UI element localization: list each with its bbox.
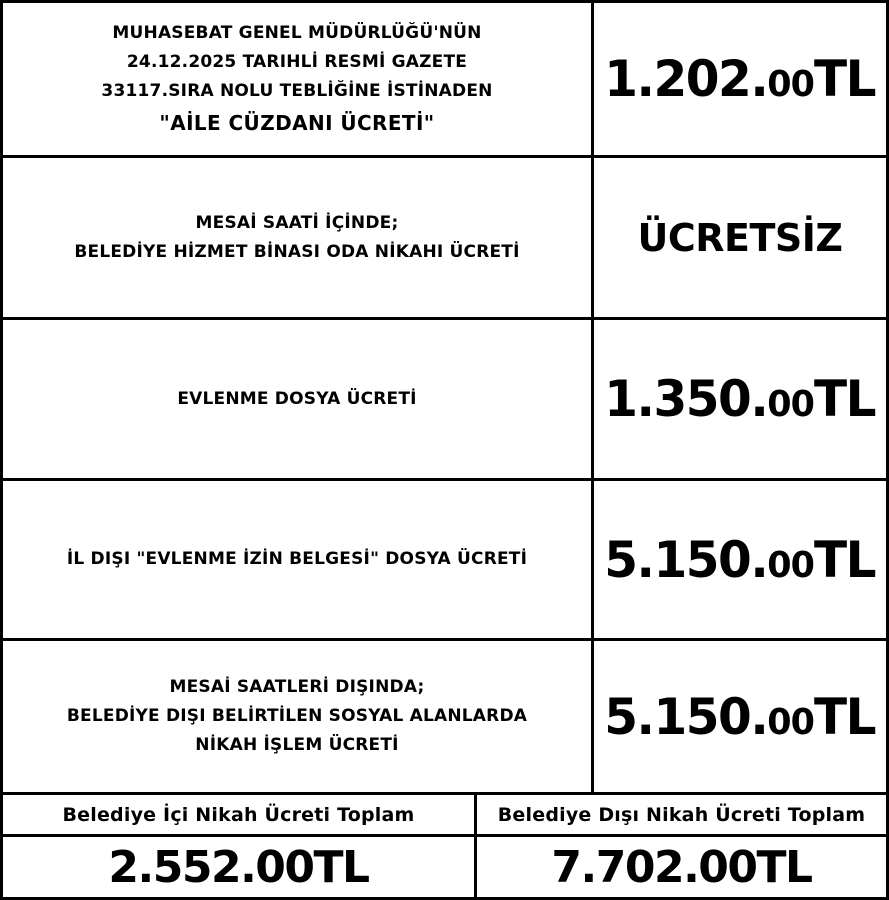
totals-header-row — [3, 795, 886, 837]
inside-total-label-cell — [3, 795, 477, 834]
description-line: EVLENME DOSYA ÜCRETİ — [177, 388, 417, 409]
description-line: "AİLE CÜZDANI ÜCRETİ" — [159, 110, 435, 135]
description-line: MESAİ SAATLERİ DIŞINDA; — [169, 677, 425, 697]
fee-amount — [594, 320, 886, 478]
amount-decimal: 00 — [767, 384, 815, 425]
fee-description — [3, 3, 594, 155]
outside-total-amount: 7.702.00TL — [551, 841, 812, 893]
outside-total-label-cell — [477, 795, 886, 834]
description-line: NİKAH İŞLEM ÜCRETİ — [195, 735, 399, 755]
amount-unit: TL — [814, 687, 876, 746]
inside-total-label: Belediye İçi Nikah Ücreti Toplam — [62, 803, 415, 826]
description-line: 24.12.2025 TARIHLİ RESMİ GAZETE — [126, 51, 468, 72]
description-line: BELEDİYE DIŞI BELİRTİLEN SOSYAL ALANLARDA — [66, 706, 528, 726]
amount-unit: TL — [814, 530, 876, 589]
fee-amount — [594, 481, 886, 638]
fee-description — [3, 158, 594, 317]
amount-unit: TL — [814, 370, 876, 428]
fee-description — [3, 641, 594, 792]
outside-total-label: Belediye Dışı Nikah Ücreti Toplam — [497, 803, 866, 826]
amount-decimal: 00 — [767, 64, 815, 105]
amount-main: 1.350. — [604, 370, 768, 428]
description-line: 33117.SIRA NOLU TEBLİĞİNE İSTİNADEN — [101, 80, 493, 101]
amount-unit: TL — [814, 50, 876, 108]
amount-main: 5.150. — [604, 530, 768, 589]
fee-description — [3, 320, 594, 478]
description-line: BELEDİYE HİZMET BİNASI ODA NİKAHI ÜCRETİ — [74, 241, 520, 262]
amount-main: 5.150. — [604, 687, 768, 746]
fee-row-outside-ceremony — [3, 641, 886, 795]
fee-row-permit-file — [3, 481, 886, 641]
free-label: ÜCRETSİZ — [637, 215, 843, 260]
fee-amount — [594, 641, 886, 792]
amount-main: 1.202. — [604, 50, 768, 108]
outside-total-amount-cell — [477, 837, 886, 897]
description-line: MUHASEBAT GENEL MÜDÜRLÜĞÜ'NÜN — [112, 22, 482, 43]
description-line: MESAİ SAATİ İÇİNDE; — [195, 212, 399, 233]
fee-amount — [594, 3, 886, 155]
fee-amount — [594, 158, 886, 317]
amount-decimal: 00 — [767, 701, 815, 743]
totals-value-row — [3, 837, 886, 897]
fee-row-marriage-booklet — [3, 3, 886, 158]
description-line: İL DIŞI "EVLENME İZİN BELGESİ" DOSYA ÜCRETİ — [66, 549, 528, 569]
amount-decimal: 00 — [767, 544, 815, 586]
inside-total-amount-cell — [3, 837, 477, 897]
inside-total-amount: 2.552.00TL — [108, 841, 369, 893]
fee-description — [3, 481, 594, 638]
fee-row-marriage-file — [3, 320, 886, 481]
fee-row-office-ceremony — [3, 158, 886, 320]
